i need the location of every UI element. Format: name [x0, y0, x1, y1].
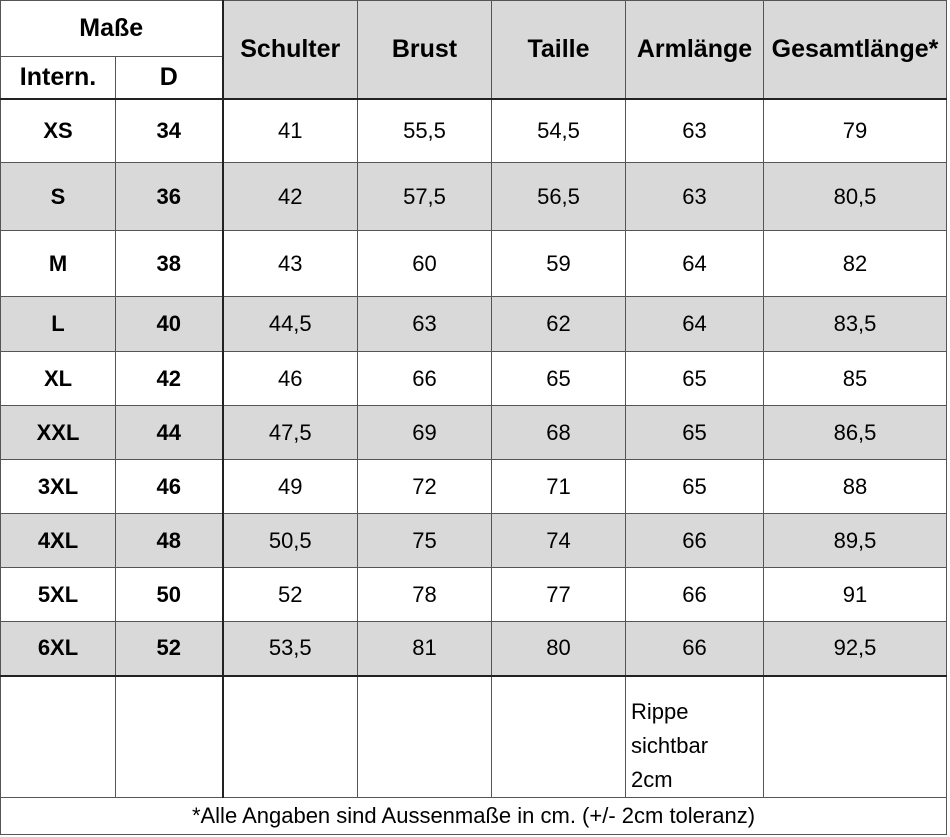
size-d-cell: 42 — [116, 352, 223, 406]
header-brust: Brust — [358, 1, 492, 99]
size-d-cell: 46 — [116, 460, 223, 514]
value-armlaenge-cell: 66 — [626, 622, 764, 676]
header-d: D — [116, 57, 223, 99]
value-brust-cell: 72 — [358, 460, 492, 514]
size-d-cell: 36 — [116, 163, 223, 231]
value-brust-cell: 63 — [358, 297, 492, 352]
footer-row — [1, 797, 947, 834]
footer-note: *Alle Angaben sind Aussenmaße in cm. (+/- 2cm toleranz) — [1, 797, 947, 834]
value-taille-cell: 65 — [492, 352, 626, 406]
table-row — [1, 297, 947, 352]
value-gesamtlaenge-cell: 91 — [764, 568, 947, 622]
table-row — [1, 514, 947, 568]
size-intern-cell: XL — [1, 352, 116, 406]
value-taille-cell: 68 — [492, 406, 626, 460]
value-armlaenge-cell: 66 — [626, 514, 764, 568]
value-armlaenge-cell: 65 — [626, 406, 764, 460]
value-armlaenge-cell: 66 — [626, 568, 764, 622]
value-armlaenge-cell: 63 — [626, 163, 764, 231]
size-d-cell: 50 — [116, 568, 223, 622]
value-brust-cell: 75 — [358, 514, 492, 568]
note-line: Rippe — [631, 698, 689, 724]
size-intern-cell: M — [1, 231, 116, 297]
value-armlaenge-cell: 65 — [626, 460, 764, 514]
value-gesamtlaenge-cell: 82 — [764, 231, 947, 297]
value-armlaenge-cell: 64 — [626, 297, 764, 352]
header-intern: Intern. — [1, 57, 116, 99]
value-armlaenge-cell: 65 — [626, 352, 764, 406]
note-line: sichtbar — [631, 732, 709, 758]
value-schulter-cell: 47,5 — [223, 406, 358, 460]
value-schulter-cell: 52 — [223, 568, 358, 622]
value-taille-cell: 54,5 — [492, 99, 626, 163]
value-gesamtlaenge-cell: 80,5 — [764, 163, 947, 231]
table-row — [1, 568, 947, 622]
value-taille-cell: 56,5 — [492, 163, 626, 231]
header-armlaenge: Armlänge — [626, 1, 764, 99]
size-d-cell: 44 — [116, 406, 223, 460]
value-gesamtlaenge-cell: 79 — [764, 99, 947, 163]
size-d-cell: 48 — [116, 514, 223, 568]
header-row-top — [1, 1, 947, 57]
size-intern-cell: XS — [1, 99, 116, 163]
value-schulter-cell: 53,5 — [223, 622, 358, 676]
empty-cell — [116, 676, 223, 798]
value-gesamtlaenge-cell: 92,5 — [764, 622, 947, 676]
value-schulter-cell: 44,5 — [223, 297, 358, 352]
value-taille-cell: 77 — [492, 568, 626, 622]
empty-cell — [492, 676, 626, 798]
value-taille-cell: 59 — [492, 231, 626, 297]
header-group-title: Maße — [1, 1, 223, 57]
size-intern-cell: 3XL — [1, 460, 116, 514]
value-taille-cell: 71 — [492, 460, 626, 514]
size-intern-cell: XXL — [1, 406, 116, 460]
value-gesamtlaenge-cell: 85 — [764, 352, 947, 406]
value-brust-cell: 66 — [358, 352, 492, 406]
value-schulter-cell: 42 — [223, 163, 358, 231]
table-row — [1, 231, 947, 297]
size-d-cell: 52 — [116, 622, 223, 676]
size-d-cell: 40 — [116, 297, 223, 352]
table-row — [1, 352, 947, 406]
size-intern-cell: L — [1, 297, 116, 352]
value-gesamtlaenge-cell: 86,5 — [764, 406, 947, 460]
header-gesamtlaenge: Gesamtlänge* — [764, 1, 947, 99]
table-row — [1, 99, 947, 163]
table-row — [1, 460, 947, 514]
value-taille-cell: 80 — [492, 622, 626, 676]
empty-cell — [1, 676, 116, 798]
size-d-cell: 38 — [116, 231, 223, 297]
value-schulter-cell: 50,5 — [223, 514, 358, 568]
value-brust-cell: 69 — [358, 406, 492, 460]
value-brust-cell: 81 — [358, 622, 492, 676]
value-brust-cell: 60 — [358, 231, 492, 297]
value-taille-cell: 74 — [492, 514, 626, 568]
header-schulter: Schulter — [223, 1, 358, 99]
value-schulter-cell: 49 — [223, 460, 358, 514]
size-d-cell: 34 — [116, 99, 223, 163]
empty-cell — [764, 676, 947, 798]
value-schulter-cell: 41 — [223, 99, 358, 163]
value-brust-cell: 57,5 — [358, 163, 492, 231]
size-intern-cell: S — [1, 163, 116, 231]
value-armlaenge-cell: 64 — [626, 231, 764, 297]
value-gesamtlaenge-cell: 88 — [764, 460, 947, 514]
empty-cell — [358, 676, 492, 798]
value-armlaenge-cell: 63 — [626, 99, 764, 163]
empty-cell — [223, 676, 358, 798]
size-intern-cell: 4XL — [1, 514, 116, 568]
table-row — [1, 163, 947, 231]
value-taille-cell: 62 — [492, 297, 626, 352]
size-intern-cell: 5XL — [1, 568, 116, 622]
table-row — [1, 406, 947, 460]
header-taille: Taille — [492, 1, 626, 99]
value-gesamtlaenge-cell: 83,5 — [764, 297, 947, 352]
value-brust-cell: 78 — [358, 568, 492, 622]
size-intern-cell: 6XL — [1, 622, 116, 676]
notes-row — [1, 676, 947, 798]
value-schulter-cell: 43 — [223, 231, 358, 297]
value-gesamtlaenge-cell: 89,5 — [764, 514, 947, 568]
value-schulter-cell: 46 — [223, 352, 358, 406]
note-line: 2cm — [631, 766, 673, 792]
value-brust-cell: 55,5 — [358, 99, 492, 163]
armlaenge-note — [626, 676, 764, 798]
table-row — [1, 622, 947, 676]
